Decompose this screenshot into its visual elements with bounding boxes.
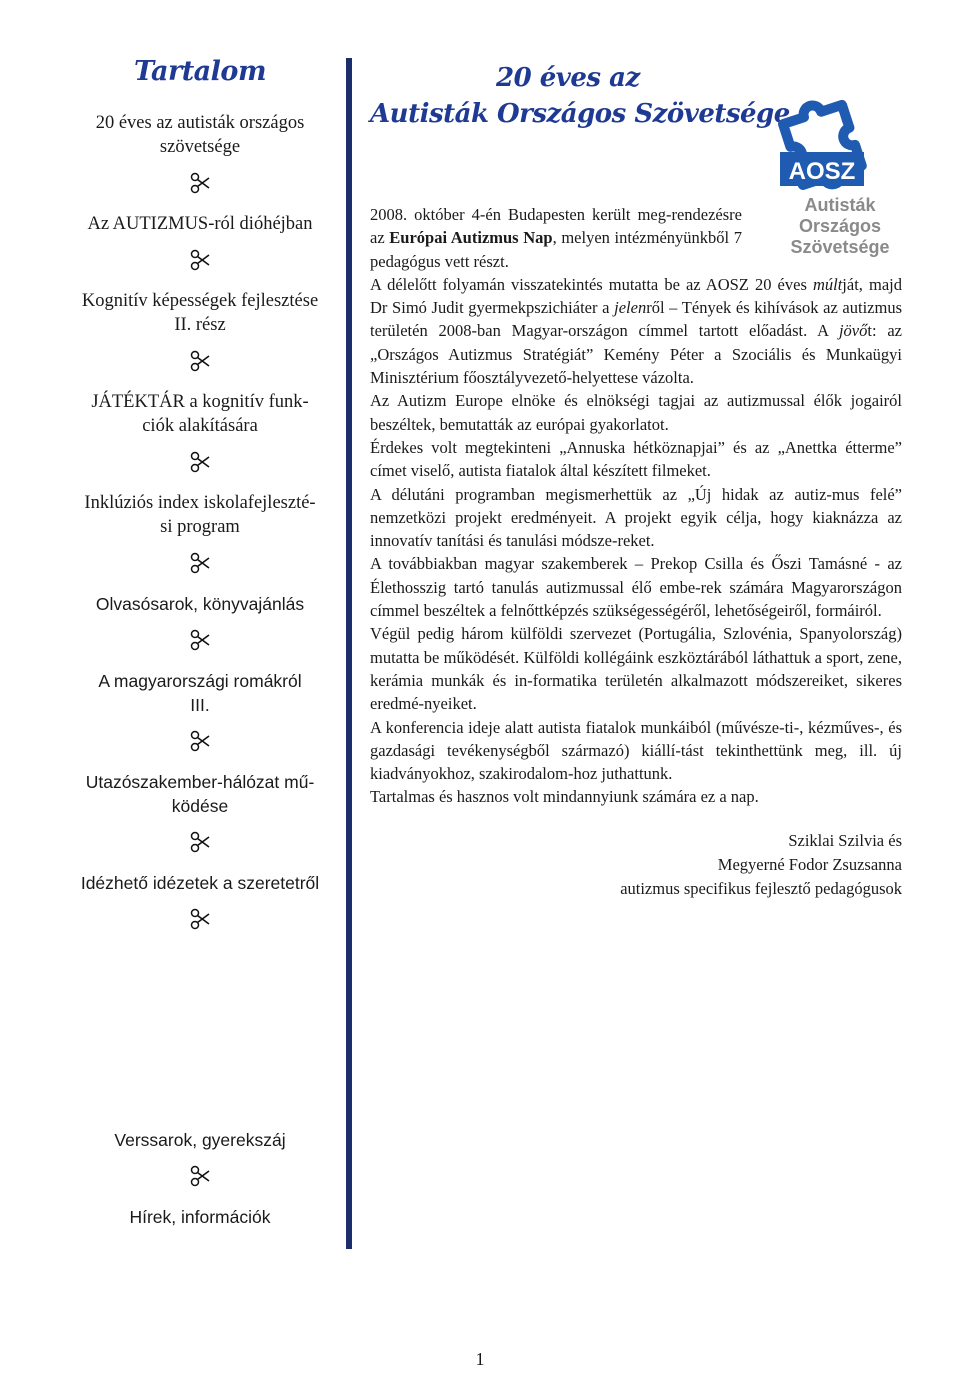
- table-of-contents-continued: [50, 1128, 350, 1229]
- paragraph: A délutáni programban megismerhettük az „Új hidak az autiz-mus felé” nemzetközi projekt eredményeit. A projekt egyik célja, hogy kiaknázza az innovatív tanítási és tanulási módsze-reket.: [370, 484, 902, 551]
- toc-entry: Hírek, információk: [129, 1207, 271, 1227]
- scissors-icon: [50, 730, 350, 752]
- scissors-icon: [50, 172, 350, 194]
- svg-text:Országos: Országos: [798, 216, 882, 236]
- paragraph: Érdekes volt megtekinteni „Annuska hétköznapjai” és az „Anettka étterme” címet viselő, autista fiatalok által készített filmeket.: [370, 437, 902, 481]
- toc-entry: Olvasósarok, könyvajánlás: [95, 594, 305, 614]
- scissors-icon: [50, 1165, 350, 1187]
- toc-entry: Verssarok, gyerekszáj: [114, 1130, 286, 1150]
- toc-entry: Kognitív képességek fejlesztése II. rész: [81, 291, 319, 335]
- paragraph: A konferencia ideje alatt autista fiatalok munkáiból (művésze-ti-, kézműves-, és gazdasági tevékenységből származó) kiállí-tást tekinthettünk meg, ill. új kiadványokhoz, szakirodalom-hoz juthattunk.: [370, 717, 902, 784]
- toc-entry: Az AUTIZMUS-ról dióhéjban: [87, 214, 313, 234]
- paragraph-intro: 2008. október 4-én Budapesten került meg-rendezésre az Európai Autizmus Nap, melyen intézményünkből 7 pedagógus vett részt.: [370, 205, 742, 271]
- table-of-contents: [50, 56, 350, 948]
- toc-entry: Inklúziós index iskolafejleszté- si program: [84, 493, 316, 537]
- paragraph: Az Autizm Europe elnöke és elnökségi tagjai az autizmussal élők jogairól beszéltek, bemutatták az európai gyakorlatot.: [370, 391, 902, 434]
- scissors-icon: [50, 249, 350, 271]
- toc-entry: A magyarországi romákról III.: [98, 671, 302, 715]
- toc-title: Tartalom: [133, 56, 267, 87]
- column-divider: [346, 58, 352, 1249]
- paragraph: A továbbiakban magyar szakemberek – Prekop Csilla és Őszi Tamásné - az Élethosszig tartó tanulás autizmussal élő embe-rek számára Magyarországon címmel beszéltek a felnőttképzés szükségességéről, lehetőségeiről, formáiról.: [370, 554, 902, 621]
- article-body: [370, 203, 902, 901]
- scissors-icon: [50, 451, 350, 473]
- paragraph: A délelőtt folyamán visszatekintés mutatta be az AOSZ 20 éves múltját, majd Dr Simó Judit gyermekpszichiáter a jelenről – Tények és kihívások az autizmus területén 2008-ban Magyar-országon címmel tartott előadást. A jövőt: az „Országos Autizmus Stratégiát” Kemény Péter a Szociális és Munkaügyi Minisztérium főosztályvezető-helyettese vázolta.: [370, 274, 902, 388]
- toc-entry: JÁTÉKTÁR a kognitív funk- ciók alakítására: [91, 392, 309, 436]
- paragraph: Végül pedig három külföldi szervezet (Portugália, Szlovénia, Spanyolország) mutatta be működését. Külföldi kollégáink eszköztárából láthattuk a sport, zene, kerámia munkák és in-formatika területén alkalmazott módszereiket, sikeres eredmé-nyeiket.: [370, 624, 902, 714]
- toc-entry: Idézhető idézetek a szeretetről: [80, 873, 320, 893]
- page-number: 1: [475, 1349, 485, 1369]
- toc-entry: 20 éves az autisták országos szövetsége: [95, 113, 305, 157]
- scissors-icon: [50, 629, 350, 651]
- scissors-icon: [50, 831, 350, 853]
- scissors-icon: [50, 552, 350, 574]
- svg-text:Szövetsége: Szövetsége: [790, 237, 890, 257]
- svg-text:Autisták: Autisták: [804, 195, 876, 215]
- paragraph: Tartalmas és hasznos volt mindannyiunk számára ez a nap.: [370, 787, 759, 807]
- signature: Sziklai Szilvia és Megyerné Fodor Zsuzsanna autizmus specifikus fejlesztő pedagógusok: [620, 830, 902, 898]
- article-title: 20 éves az Autisták Országos Szövetsége: [370, 63, 790, 129]
- svg-text:AOSZ: AOSZ: [788, 158, 856, 185]
- scissors-icon: [50, 908, 350, 930]
- toc-entry: Utazószakember-hálózat mű- ködése: [85, 772, 315, 816]
- scissors-icon: [50, 350, 350, 372]
